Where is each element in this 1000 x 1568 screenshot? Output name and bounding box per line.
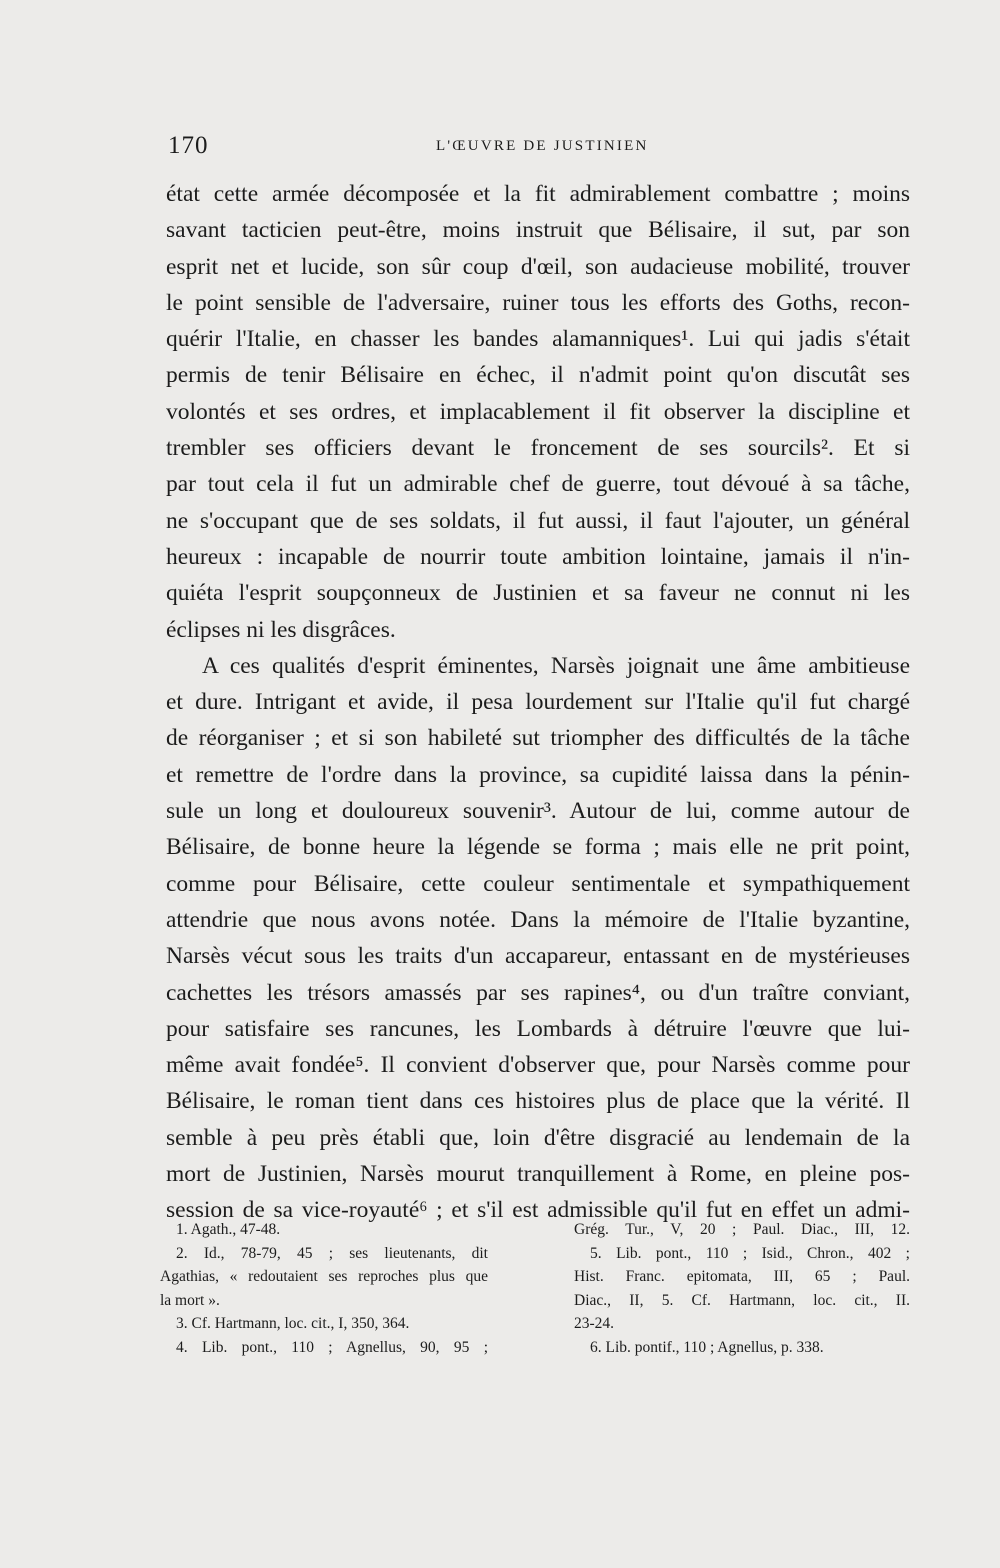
text-line: et remettre de l'ordre dans la province, sa cupidité laissa dans la pénin- <box>166 761 910 788</box>
text-line: mort de Justinien, Narsès mourut tranquillement à Rome, en pleine pos- <box>166 1161 910 1188</box>
footnote-line: 3. Cf. Hartmann, loc. cit., I, 350, 364. <box>176 1315 410 1332</box>
footnote-line: Grég. Tur., V, 20 ; Paul. Diac., III, 12. <box>574 1221 910 1238</box>
text-line: session de sa vice-royauté⁶ ; et s'il est admissible qu'il fut en effet un admi- <box>166 1197 910 1224</box>
text-line: trembler ses officiers devant le froncement de ses sourcils². Et si <box>166 435 910 462</box>
text-line: par tout cela il fut un admirable chef de guerre, tout dévoué à sa tâche, <box>166 471 910 498</box>
text-line: sule un long et douloureux souvenir³. Autour de lui, comme autour de <box>166 798 910 825</box>
footnote-line: 1. Agath., 47-48. <box>176 1221 281 1238</box>
footnote-line: Diac., II, 5. Cf. Hartmann, loc. cit., II. <box>574 1291 910 1309</box>
text-line: volontés et ses ordres, et implacablement il fit observer la discipline et <box>166 398 910 425</box>
text-line: même avait fondée⁵. Il convient d'observer que, pour Narsès comme pour <box>166 1052 910 1079</box>
text-line: quiéta l'esprit soupçonneux de Justinien et sa faveur ne connut ni les <box>166 580 910 607</box>
running-head: L'ŒUVRE DE JUSTINIEN <box>436 138 649 154</box>
footnote-line: 23-24. <box>574 1315 615 1332</box>
footnote-line: 5. Lib. pont., 110 ; Isid., Chron., 402 ; <box>590 1244 910 1262</box>
text-line: permis de tenir Bélisaire en échec, il n'admit point qu'on discutât ses <box>166 362 910 389</box>
footnote-line: Agathias, « redoutaient ses reproches plus que <box>160 1268 488 1285</box>
text-line: comme pour Bélisaire, cette couleur sentimentale et sympathiquement <box>166 870 910 897</box>
text-line: heureux : incapable de nourrir toute ambition lointaine, jamais il n'in- <box>166 543 910 570</box>
text-line: semble à peu près établi que, loin d'être disgracié au lendemain de la <box>166 1124 910 1151</box>
page-number: 170 <box>168 132 209 159</box>
text-line: quérir l'Italie, en chasser les bandes alamanniques¹. Lui qui jadis s'était <box>166 326 910 353</box>
text-line: éclipses ni les disgrâces. <box>166 616 396 643</box>
footnotes-right-column <box>574 1218 910 1359</box>
text-line: et dure. Intrigant et avide, il pesa lourdement sur l'Italie qu'il fut chargé <box>166 689 910 716</box>
footnote-line: 4. Lib. pont., 110 ; Agnellus, 90, 95 ; <box>176 1338 488 1356</box>
footnote-line: la mort ». <box>160 1291 220 1309</box>
text-line: Bélisaire, le roman tient dans ces histoires plus de place que la vérité. Il <box>166 1088 910 1115</box>
page-header <box>168 132 884 162</box>
body-text <box>166 176 910 1229</box>
text-line: Narsès vécut sous les traits d'un accapareur, entassant en de mystérieuses <box>166 943 910 970</box>
text-line: ne s'occupant que de ses soldats, il fut aussi, il faut l'ajouter, un général <box>166 507 910 534</box>
text-line: état cette armée décomposée et la fit admirablement combattre ; moins <box>166 181 910 207</box>
footnotes-left-column <box>160 1218 488 1359</box>
text-line: cachettes les trésors amassés par ses rapines⁴, ou d'un traître conviant, <box>166 979 910 1006</box>
text-line: de réorganiser ; et si son habileté sut triompher des difficultés de la tâche <box>166 725 910 752</box>
text-line: pour satisfaire ses rancunes, les Lombards à détruire l'œuvre que lui- <box>166 1015 910 1042</box>
text-line: attendrie que nous avons notée. Dans la mémoire de l'Italie byzantine, <box>166 906 910 933</box>
text-line: le point sensible de l'adversaire, ruiner tous les efforts des Goths, recon- <box>166 289 910 316</box>
footnote-line: Hist. Franc. epitomata, III, 65 ; Paul. <box>574 1268 910 1285</box>
text-line: Bélisaire, de bonne heure la légende se forma ; mais elle ne prit point, <box>166 834 910 861</box>
footnote-line: 6. Lib. pontif., 110 ; Agnellus, p. 338. <box>590 1338 824 1356</box>
text-line: savant tacticien peut-être, moins instruit que Bélisaire, il sut, par son <box>166 217 910 244</box>
text-line: A ces qualités d'esprit éminentes, Narsès joignait une âme ambitieuse <box>202 652 910 679</box>
text-line: esprit net et lucide, son sûr coup d'œil, son audacieuse mobilité, trouver <box>166 253 910 280</box>
footnotes <box>160 1218 910 1359</box>
footnote-line: 2. Id., 78-79, 45 ; ses lieutenants, dit <box>176 1244 488 1262</box>
